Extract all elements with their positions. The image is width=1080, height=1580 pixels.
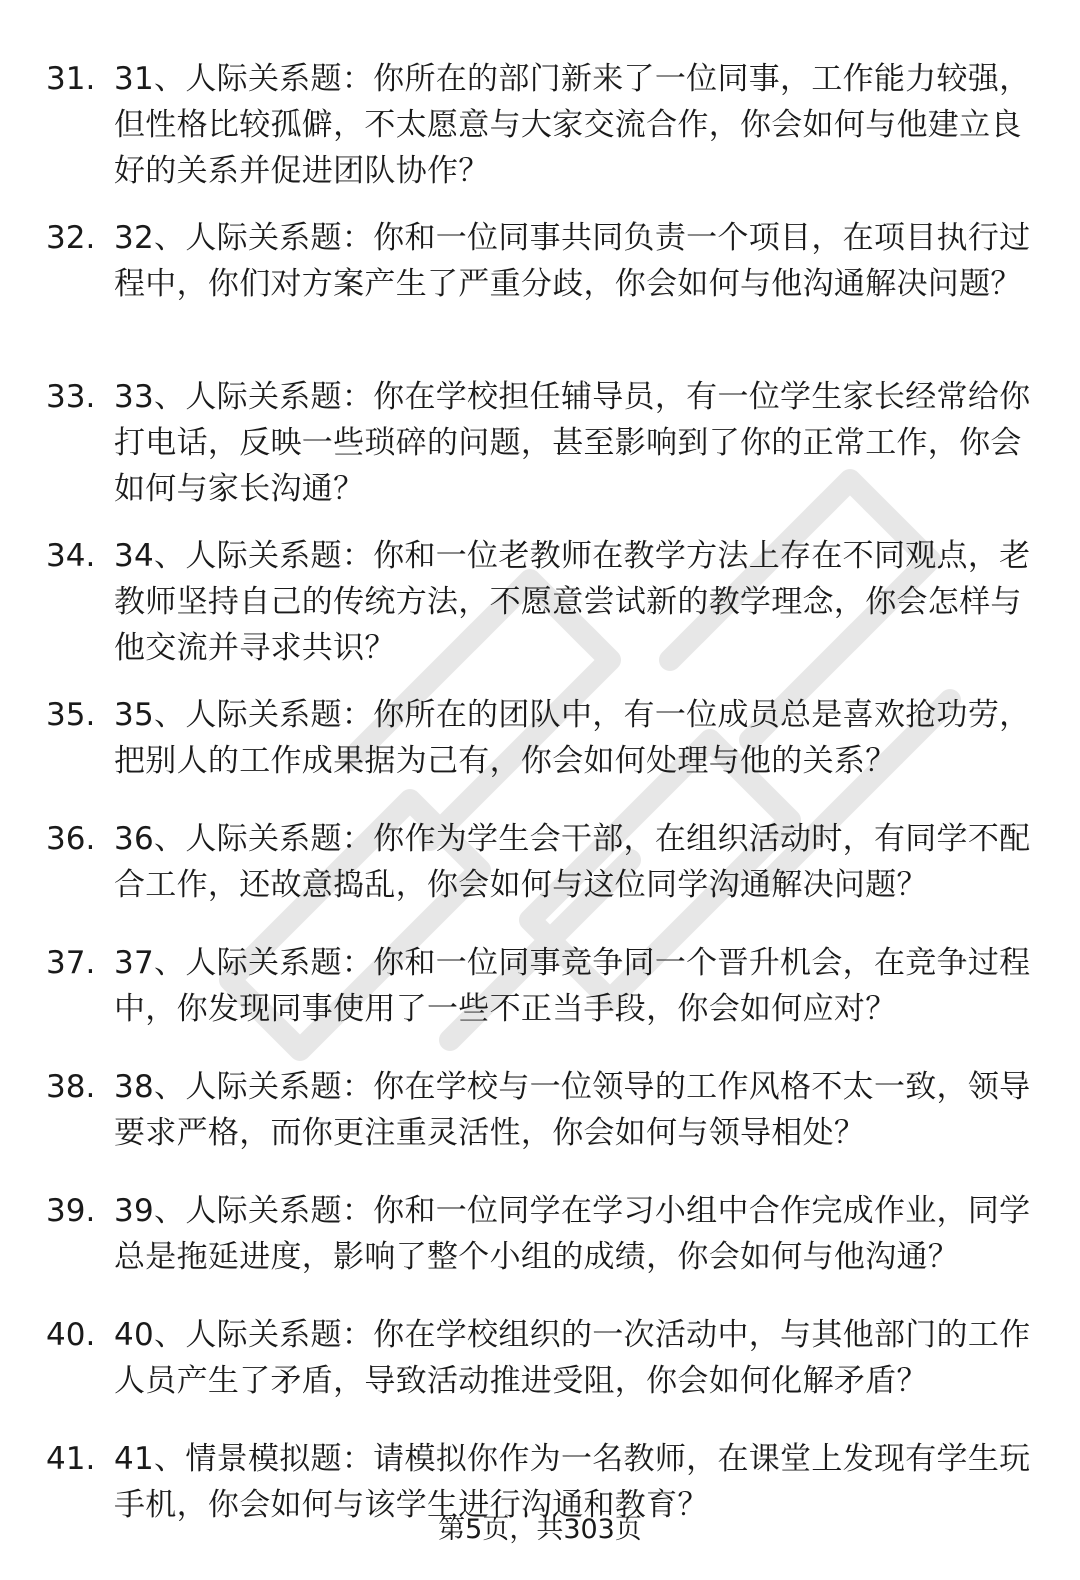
list-item — [0, 692, 1080, 816]
list-item — [0, 1064, 1080, 1188]
question-text: 35、人际关系题：你所在的团队中，有一位成员总是喜欢抢功劳，把别人的工作成果据为己有，你会如何处理与他的关系？ — [114, 697, 1031, 779]
question-list — [0, 56, 1080, 1560]
list-item — [0, 374, 1080, 533]
question-text: 39、人际关系题：你和一位同学在学习小组中合作完成作业，同学总是拖延进度，影响了整个小组的成绩，你会如何与他沟通？ — [114, 1193, 1031, 1275]
question-number: 39. — [46, 1193, 96, 1229]
question-number: 40. — [46, 1317, 96, 1353]
question-number: 35. — [46, 697, 96, 733]
question-number: 38. — [46, 1069, 96, 1105]
question-number: 31. — [46, 61, 96, 97]
question-text: 40、人际关系题：你在学校组织的一次活动中，与其他部门的工作人员产生了矛盾，导致活动推进受阻，你会如何化解矛盾？ — [114, 1317, 1031, 1399]
question-number: 34. — [46, 538, 96, 574]
page-indicator: 第5页，共303页 — [438, 1514, 642, 1545]
question-text: 37、人际关系题：你和一位同事竞争同一个晋升机会，在竞争过程中，你发现同事使用了一些不正当手段，你会如何应对？ — [114, 945, 1031, 1027]
list-item — [0, 816, 1080, 940]
question-text: 38、人际关系题：你在学校与一位领导的工作风格不太一致，领导要求严格，而你更注重灵活性，你会如何与领导相处？ — [114, 1069, 1031, 1151]
question-number: 33. — [46, 379, 96, 415]
question-number: 41. — [46, 1441, 96, 1477]
question-number: 32. — [46, 220, 96, 256]
list-item — [0, 533, 1080, 692]
question-number: 36. — [46, 821, 96, 857]
list-item — [0, 215, 1080, 374]
question-text: 32、人际关系题：你和一位同事共同负责一个项目，在项目执行过程中，你们对方案产生了严重分歧，你会如何与他沟通解决问题？ — [114, 220, 1031, 302]
question-text: 36、人际关系题：你作为学生会干部，在组织活动时，有同学不配合工作，还故意捣乱，你会如何与这位同学沟通解决问题？ — [114, 821, 1031, 903]
question-text: 31、人际关系题：你所在的部门新来了一位同事，工作能力较强，但性格比较孤僻，不太愿意与大家交流合作，你会如何与他建立良好的关系并促进团队协作？ — [114, 61, 1031, 189]
question-text: 41、情景模拟题：请模拟你作为一名教师，在课堂上发现有学生玩手机，你会如何与该学生进行沟通和教育？ — [114, 1441, 1031, 1523]
list-item — [0, 1188, 1080, 1312]
question-number: 37. — [46, 945, 96, 981]
list-item — [0, 1312, 1080, 1436]
question-text: 33、人际关系题：你在学校担任辅导员，有一位学生家长经常给你打电话，反映一些琐碎的问题，甚至影响到了你的正常工作，你会如何与家长沟通？ — [114, 379, 1031, 507]
list-item — [0, 940, 1080, 1064]
list-item — [0, 56, 1080, 215]
question-text: 34、人际关系题：你和一位老教师在教学方法上存在不同观点，老教师坚持自己的传统方法，不愿意尝试新的教学理念，你会怎样与他交流并寻求共识？ — [114, 538, 1031, 666]
